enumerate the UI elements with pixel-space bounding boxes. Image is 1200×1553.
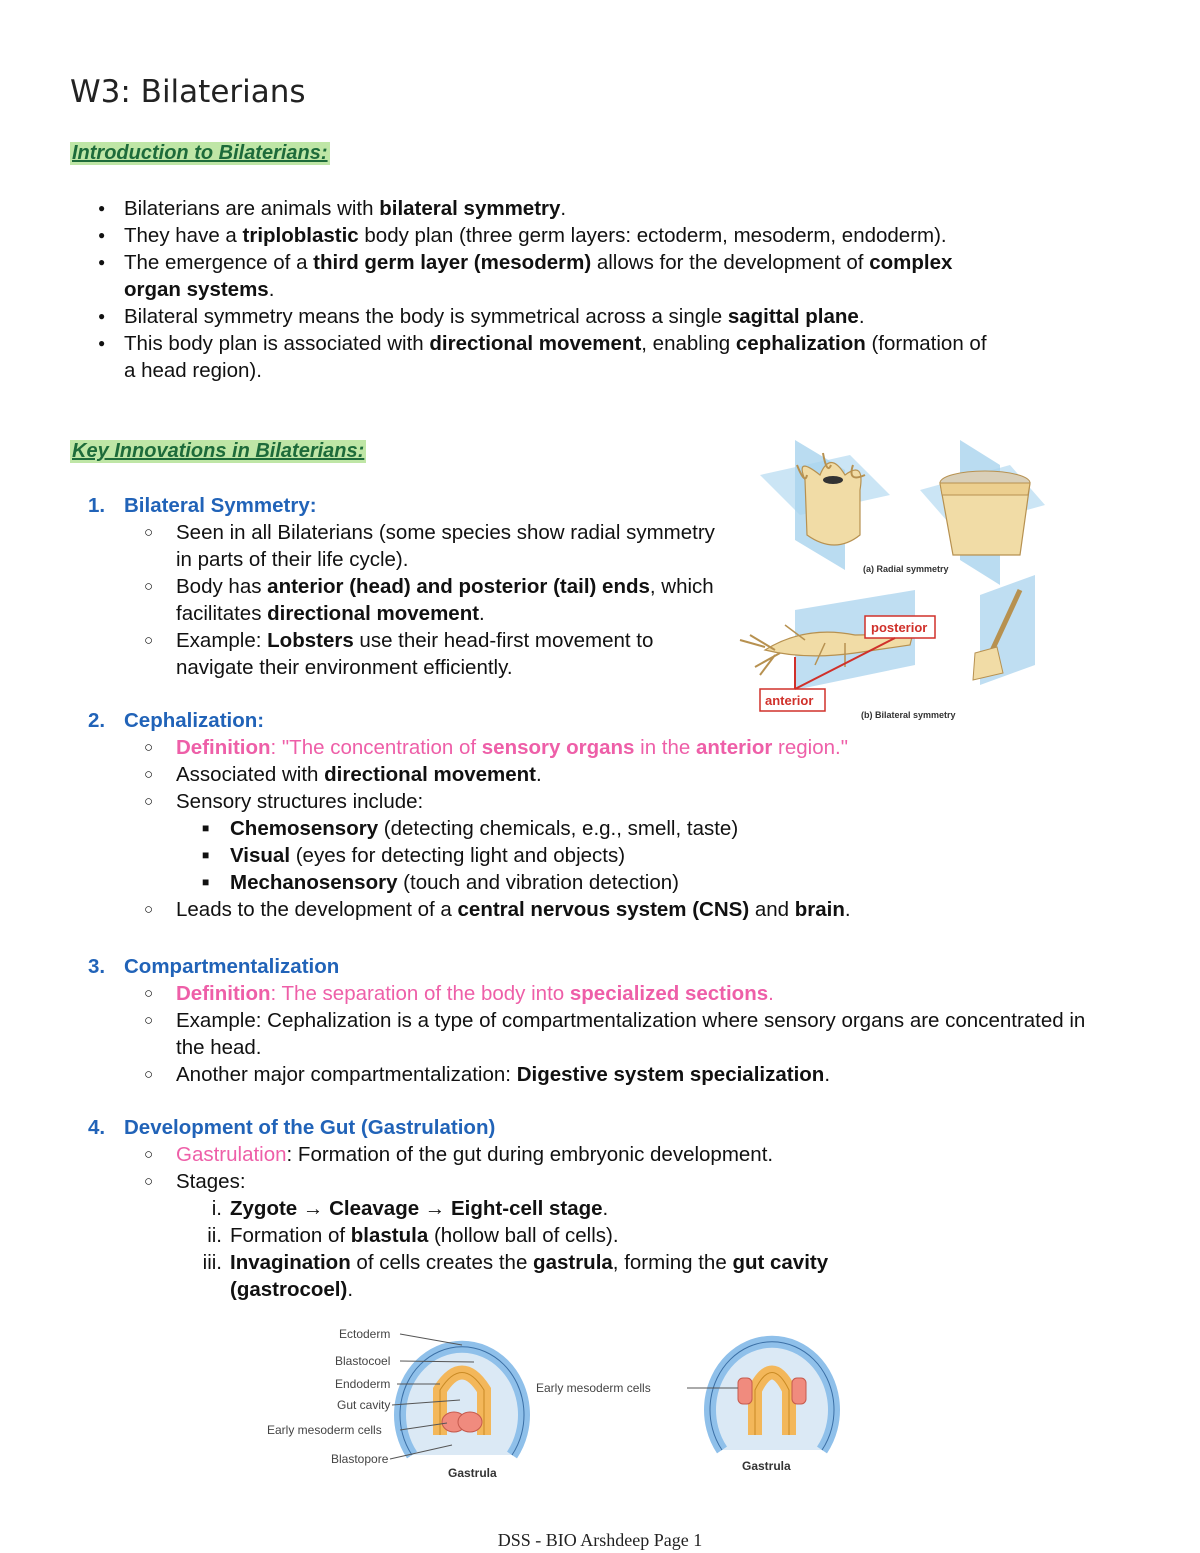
anterior-label: anterior (765, 693, 814, 708)
sub-bullet (124, 734, 1098, 761)
gastrula-figure (262, 1320, 842, 1485)
text-run: Gastrulation (176, 1143, 287, 1166)
text-run: . (347, 1278, 354, 1301)
page-footer: DSS - BIO Arshdeep Page 1 (497, 1530, 703, 1550)
text-run: (eyes for detecting light and objects) (290, 844, 626, 867)
gastrulation-stage-list (176, 1195, 948, 1303)
text-run: Sensory structures include: (176, 790, 424, 813)
text-run: specialized sections (569, 982, 769, 1005)
item-number: 3. (88, 955, 106, 978)
text-run: (hollow ball of cells). (428, 1224, 619, 1247)
gastrula-diagram-right (710, 1342, 834, 1450)
text-run: . (602, 1197, 609, 1220)
innovation-cephalization (88, 707, 1098, 923)
text-run: . (536, 763, 542, 786)
label-blastocoel: Blastocoel (335, 1354, 391, 1368)
sub-bullet (124, 573, 718, 627)
text-run: gastrula (533, 1251, 613, 1274)
label-gut-cavity: Gut cavity (337, 1398, 391, 1412)
text-run: This body plan is associated with (124, 332, 430, 355)
text-run: Invagination (230, 1251, 351, 1274)
intro-bullet (70, 222, 990, 249)
intro-bullet (70, 195, 990, 222)
text-run: Example: Cephalization is a type of compartmentalization where sensory organs are concentrated in the head. (176, 1009, 1086, 1059)
text-run: sensory organs (481, 736, 635, 759)
text-run: , which facilitates (176, 575, 714, 625)
text-run: directional movement (324, 763, 537, 786)
text-run: cephalization (735, 332, 866, 355)
text-run: anterior (head) and posterior (tail) ends (267, 575, 650, 598)
text-run: Visual (230, 844, 291, 867)
stage-item: iii. Invagination of cells creates the gastrula, forming the gut cavity (gastrocoel). (202, 1251, 829, 1301)
sensory-item (176, 869, 1098, 896)
text-run: sagittal plane (727, 305, 859, 328)
left-gastrula-caption: Gastrula (448, 1466, 497, 1480)
sub-bullet (124, 519, 718, 573)
sub-bullet (124, 761, 1098, 788)
right-gastrula-caption: Gastrula (742, 1459, 791, 1473)
sub-bullet (124, 788, 1098, 896)
innovation-bilateral-symmetry (88, 492, 718, 681)
text-run: . (824, 1063, 831, 1086)
intro-bullet (70, 303, 990, 330)
text-run: . (844, 898, 851, 921)
text-run: Bilateral symmetry means the body is symmetrical across a single (124, 305, 728, 328)
text-run: central nervous system (CNS) (457, 898, 750, 921)
text-run: region." (772, 736, 848, 759)
stage-item: ii. Formation of blastula (hollow ball of cells). (207, 1224, 619, 1247)
text-run: : "The concentration of (270, 736, 482, 759)
bilateral-shovel-illustration (973, 575, 1035, 685)
label-early-mesoderm-cells: Early mesoderm cells (267, 1423, 382, 1437)
text-run: . (858, 305, 865, 328)
text-run: third germ layer (mesoderm) (313, 251, 592, 274)
item-number: 4. (88, 1116, 106, 1139)
right-label-early-mesoderm-cells: Early mesoderm cells (536, 1381, 651, 1395)
text-run: use their head-first movement to navigate their environment efficiently. (176, 629, 654, 679)
text-run: , forming the (612, 1251, 733, 1274)
text-run: brain (794, 898, 845, 921)
text-run: Leads to the development of a (176, 898, 458, 921)
text-run: of cells creates the (350, 1251, 534, 1274)
key-innovations-heading: Key Innovations in Bilaterians: (72, 440, 365, 462)
intro-bullet-list (70, 195, 990, 384)
sub-bullet (124, 1168, 948, 1303)
text-run: gut cavity (gastrocoel) (230, 1251, 829, 1301)
innovation-compartmentalization (88, 953, 1098, 1088)
sub-bullet (124, 896, 1098, 923)
symmetry-figure (735, 435, 1050, 725)
gastrula-diagram-left (400, 1347, 524, 1455)
sensory-item (176, 842, 1098, 869)
text-run: Chemosensory (230, 817, 379, 840)
text-run: . (560, 197, 567, 220)
text-run: . (268, 278, 275, 301)
radial-caption: (a) Radial symmetry (863, 564, 949, 574)
sensory-structure-list (176, 815, 1098, 896)
sub-bullet (124, 980, 1098, 1007)
text-run: Associated with (176, 763, 325, 786)
sub-bullet (124, 1061, 1098, 1088)
text-run: (detecting chemicals, e.g., smell, taste) (378, 817, 739, 840)
text-run: Zygote → Cleavage → Eight-cell stage (230, 1197, 603, 1220)
item-title: Compartmentalization (124, 955, 340, 978)
text-run: : The separation of the body into (270, 982, 570, 1005)
label-endoderm: Endoderm (335, 1377, 391, 1391)
page-title: W3: Bilaterians (70, 74, 306, 110)
text-run: Body has (176, 575, 268, 598)
text-run: Bilaterians are animals with (124, 197, 380, 220)
text-run: bilateral symmetry (379, 197, 561, 220)
text-run: complex organ systems (124, 251, 953, 301)
text-run: (formation of a head region). (124, 332, 987, 382)
bilateral-lobster-illustration (740, 590, 915, 690)
text-run: Definition (176, 736, 271, 759)
label-blastopore: Blastopore (331, 1452, 389, 1466)
text-run: Digestive system specialization (516, 1063, 825, 1086)
item-number: 1. (88, 494, 106, 517)
text-run: and (749, 898, 795, 921)
stage-item: i. Zygote → Cleavage → Eight-cell stage. (211, 1197, 609, 1220)
intro-bullet (70, 249, 990, 303)
text-run: Definition (176, 982, 271, 1005)
text-run: Stages: (176, 1170, 246, 1193)
text-run: Another major compartmentalization: (176, 1063, 517, 1086)
text-run: anterior (696, 736, 773, 759)
text-run: in the (634, 736, 696, 759)
text-run: Formation of (230, 1224, 351, 1247)
text-run: The emergence of a (124, 251, 314, 274)
text-run: allows for the development of (591, 251, 870, 274)
innovation-gut-development (88, 1114, 948, 1303)
text-run: body plan (three germ layers: ectoderm, mesoderm, endoderm). (358, 224, 947, 247)
text-run: , enabling (641, 332, 736, 355)
sub-bullet (124, 1141, 948, 1168)
item-title: Cephalization: (124, 709, 265, 732)
item-title: Development of the Gut (Gastrulation) (124, 1116, 496, 1139)
label-ectoderm: Ectoderm (339, 1327, 391, 1341)
item-number: 2. (88, 709, 106, 732)
bilateral-caption: (b) Bilateral symmetry (861, 710, 956, 720)
item-title: Bilateral Symmetry: (124, 494, 317, 517)
text-run: They have a (124, 224, 243, 247)
text-run: directional movement (429, 332, 642, 355)
sub-bullet (124, 1007, 1098, 1061)
text-run: Seen in all Bilaterians (some species show radial symmetry in parts of their life cycle). (176, 521, 715, 571)
text-run: Example: (176, 629, 268, 652)
text-run: (touch and vibration detection) (397, 871, 679, 894)
intro-heading: Introduction to Bilaterians: (72, 142, 328, 164)
posterior-label: posterior (871, 620, 928, 635)
sub-bullet (124, 627, 718, 681)
radial-anemone-illustration (760, 440, 890, 570)
text-run: blastula (350, 1224, 429, 1247)
text-run: . (479, 602, 485, 625)
text-run: directional movement (267, 602, 480, 625)
sensory-item (176, 815, 1098, 842)
intro-bullet (70, 330, 990, 384)
text-run: . (768, 982, 774, 1005)
text-run: : Formation of the gut during embryonic development. (286, 1143, 774, 1166)
text-run: triploblastic (242, 224, 359, 247)
text-run: Mechanosensory (230, 871, 398, 894)
text-run: Lobsters (267, 629, 354, 652)
